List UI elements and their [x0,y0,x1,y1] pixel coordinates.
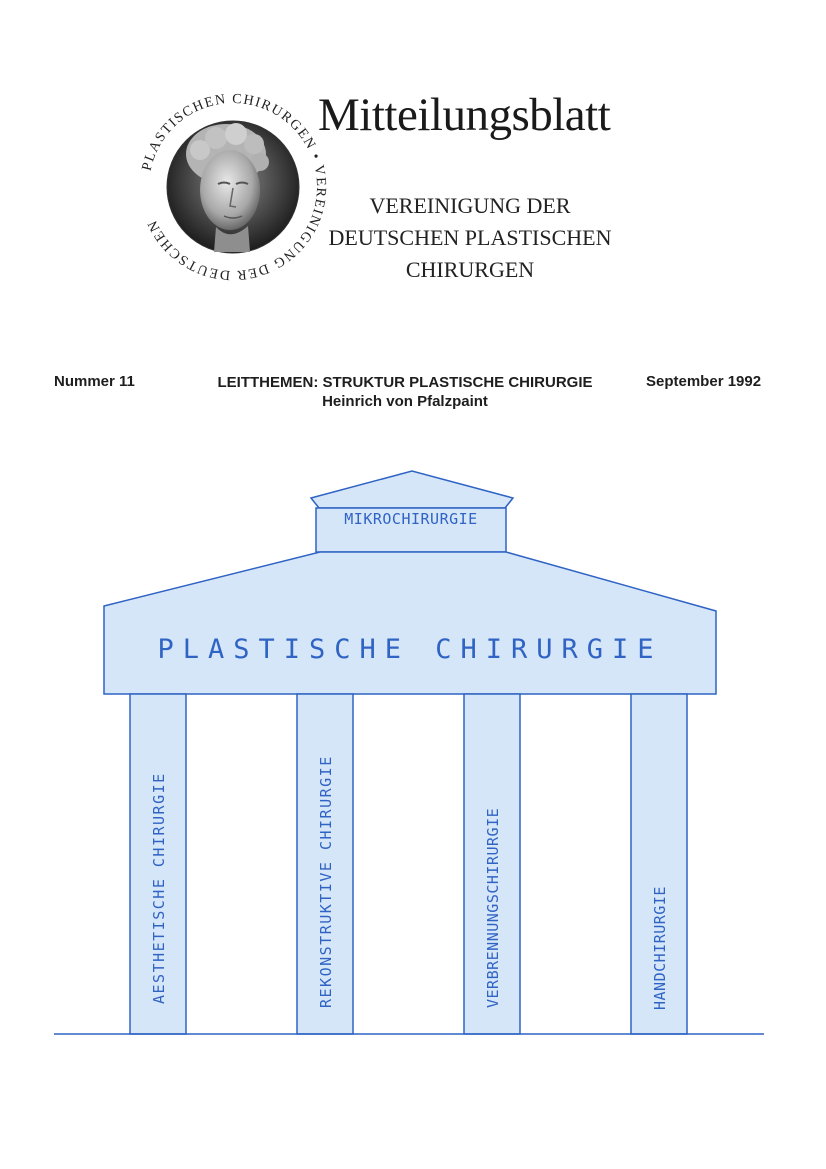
roof-shape [104,552,716,694]
seal-inscription: PLASTISCHEN CHIRURGEN • VEREINIGUNG DER DEUTSCHEN [139,92,328,282]
top-gable [311,471,513,508]
theme-author: Heinrich von Pfalzpaint [322,393,488,410]
top-label: MIKROCHIRURGIE [344,510,478,528]
structure-temple-diagram [0,460,826,1060]
pillar-label: REKONSTRUKTIVE CHIRURGIE [317,755,335,1008]
society-seal [138,92,328,282]
pillar-label: VERBRENNUNGSCHIRURGIE [484,807,502,1008]
issue-date: September 1992 [646,373,762,390]
organization-line: DEUTSCHEN PLASTISCHEN [328,225,612,250]
publication-title: Mitteilungsblatt [318,89,611,141]
pillar-label: AESTHETISCHE CHIRURGIE [150,772,168,1004]
organization-line: VEREINIGUNG DER [369,193,571,218]
organization-line: CHIRURGEN [405,257,535,282]
roof-label: PLASTISCHE CHIRURGIE [157,634,663,665]
organization-name [320,190,620,286]
issue-number: Nummer 11 [54,373,135,390]
pillar-label: HANDCHIRURGIE [651,886,669,1010]
issue-theme [200,373,610,411]
theme-heading: LEITTHEMEN: STRUKTUR PLASTISCHE CHIRURGIE [217,374,593,391]
